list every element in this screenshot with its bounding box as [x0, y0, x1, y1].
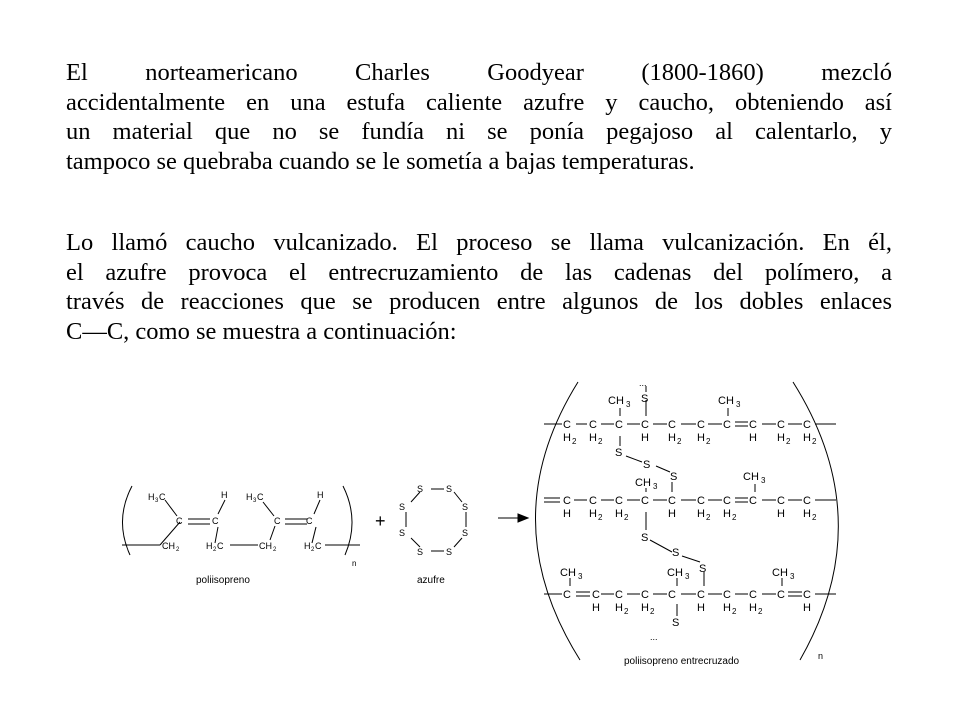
svg-text:C: C [641, 495, 649, 507]
svg-text:H: H [317, 490, 324, 500]
svg-text:2: 2 [706, 513, 711, 522]
svg-text:C: C [803, 589, 811, 601]
svg-text:H: H [304, 541, 311, 551]
svg-text:H: H [777, 508, 785, 520]
svg-text:C: C [749, 589, 757, 601]
svg-text:H: H [206, 541, 213, 551]
svg-text:H: H [563, 432, 571, 444]
svg-text:CH: CH [772, 567, 788, 579]
svg-text:C: C [723, 495, 731, 507]
svg-text:C: C [697, 589, 705, 601]
svg-text:H: H [246, 492, 253, 502]
svg-text:H: H [615, 602, 623, 614]
svg-text:C: C [212, 516, 219, 526]
svg-text:H: H [668, 508, 676, 520]
svg-text:S: S [699, 563, 707, 575]
svg-text:C: C [563, 419, 571, 431]
svg-text:S: S [670, 471, 678, 483]
svg-text:S: S [446, 484, 453, 494]
svg-text:3: 3 [761, 476, 766, 485]
svg-text:C: C [176, 516, 183, 526]
svg-text:H: H [221, 490, 228, 500]
svg-text:C: C [159, 492, 166, 502]
svg-text:H: H [563, 508, 571, 520]
svg-text:C: C [615, 589, 623, 601]
svg-text:S: S [643, 459, 651, 471]
svg-text:H: H [592, 602, 600, 614]
svg-text:H: H [749, 602, 757, 614]
svg-text:3: 3 [653, 482, 658, 491]
svg-text:CH: CH [667, 567, 683, 579]
svg-text:C: C [589, 419, 597, 431]
svg-text:CH: CH [162, 541, 175, 551]
svg-text:C: C [803, 495, 811, 507]
svg-text:2: 2 [758, 607, 763, 616]
label-azufre: azufre [417, 575, 445, 586]
svg-text:H: H [777, 432, 785, 444]
svg-text:2: 2 [572, 437, 577, 446]
intro-line-4: tampoco se quebraba cuando se le sometía a bajas temperaturas. [66, 147, 695, 175]
svg-text:3: 3 [736, 400, 741, 409]
svg-text:C: C [777, 495, 785, 507]
svg-text:CH: CH [718, 395, 734, 407]
svg-text:H: H [723, 602, 731, 614]
svg-text:3: 3 [253, 498, 257, 504]
svg-text:H: H [803, 508, 811, 520]
svg-text:C: C [697, 419, 705, 431]
svg-text:C: C [641, 419, 649, 431]
svg-text:2: 2 [176, 547, 180, 553]
product-atoms [560, 378, 817, 642]
svg-text:3: 3 [155, 498, 159, 504]
svg-text:H: H [589, 432, 597, 444]
svg-text:C: C [589, 495, 597, 507]
svg-text:C: C [615, 419, 623, 431]
svg-text:C: C [723, 419, 731, 431]
svg-text:2: 2 [311, 547, 315, 553]
svg-text:C: C [641, 589, 649, 601]
svg-text:C: C [668, 589, 676, 601]
svg-text:H: H [641, 432, 649, 444]
svg-text:C: C [723, 589, 731, 601]
svg-text:S: S [417, 484, 424, 494]
svg-text:2: 2 [624, 607, 629, 616]
svg-text:2: 2 [786, 437, 791, 446]
repeat-n-product: n [818, 651, 824, 661]
svg-text:S: S [615, 447, 623, 459]
svg-text:C: C [615, 495, 623, 507]
label-poliisopreno: poliisopreno [196, 575, 250, 586]
svg-text:C: C [274, 516, 281, 526]
svg-text:H: H [589, 508, 597, 520]
svg-text:S: S [641, 393, 649, 405]
svg-text:C: C [697, 495, 705, 507]
svg-text:C: C [777, 419, 785, 431]
svg-text:H: H [641, 602, 649, 614]
svg-text:H: H [615, 508, 623, 520]
svg-text:S: S [417, 547, 424, 557]
svg-text:H: H [803, 602, 811, 614]
svg-text:C: C [749, 419, 757, 431]
svg-text:3: 3 [626, 400, 631, 409]
svg-text:S: S [672, 617, 680, 629]
svg-text:H: H [803, 432, 811, 444]
vulc-line-4: C—C, como se muestra a continuación: [66, 317, 457, 345]
intro-line-1: El norteamericano Charles Goodyear (1800-1860) mezcló [66, 59, 892, 86]
svg-text:2: 2 [677, 437, 682, 446]
reactant-atoms [148, 484, 468, 568]
svg-text:CH: CH [743, 471, 759, 483]
svg-text:2: 2 [598, 513, 603, 522]
svg-text:H: H [668, 432, 676, 444]
svg-text:C: C [306, 516, 313, 526]
vulc-line-3: través de reacciones que se producen entre algunos de los dobles enlaces [66, 288, 892, 315]
svg-text:H: H [749, 432, 757, 444]
svg-text:H: H [723, 508, 731, 520]
svg-text:S: S [462, 528, 469, 538]
intro-line-2: accidentalmente en una estufa caliente azufre y caucho, obteniendo así [66, 88, 892, 116]
svg-text:S: S [446, 547, 453, 557]
svg-text:C: C [777, 589, 785, 601]
svg-text:CH: CH [560, 567, 576, 579]
svg-text:2: 2 [812, 513, 817, 522]
svg-text:2: 2 [650, 607, 655, 616]
svg-text:2: 2 [732, 513, 737, 522]
vulc-line-1: Lo llamó caucho vulcanizado. El proceso se llama vulcanización. En él, [66, 229, 892, 256]
svg-text:2: 2 [812, 437, 817, 446]
svg-text:C: C [592, 589, 600, 601]
svg-text:H: H [697, 432, 705, 444]
svg-text:C: C [563, 589, 571, 601]
vulc-line-2: el azufre provoca el entrecruzamiento de las cadenas del polímero, a [66, 258, 892, 286]
svg-text:2: 2 [732, 607, 737, 616]
svg-text:H: H [697, 602, 705, 614]
svg-text:S: S [672, 547, 680, 559]
svg-text:C: C [563, 495, 571, 507]
svg-text:2: 2 [273, 547, 277, 553]
svg-text:3: 3 [578, 572, 583, 581]
svg-text:...: ... [639, 378, 647, 388]
svg-text:S: S [462, 502, 469, 512]
svg-text:2: 2 [624, 513, 629, 522]
svg-text:3: 3 [790, 572, 795, 581]
svg-text:C: C [668, 495, 676, 507]
svg-text:CH: CH [635, 477, 651, 489]
svg-text:C: C [217, 541, 224, 551]
svg-text:C: C [749, 495, 757, 507]
repeat-n-reactant: n [352, 559, 357, 568]
svg-text:2: 2 [706, 437, 711, 446]
svg-text:C: C [315, 541, 322, 551]
svg-text:S: S [641, 532, 649, 544]
svg-text:2: 2 [598, 437, 603, 446]
label-poliisopreno-entrecruzado: poliisopreno entrecruzado [624, 656, 740, 667]
svg-text:C: C [668, 419, 676, 431]
svg-text:2: 2 [213, 547, 217, 553]
svg-text:3: 3 [685, 572, 690, 581]
svg-text:S: S [399, 502, 406, 512]
svg-text:S: S [399, 528, 406, 538]
svg-text:C: C [803, 419, 811, 431]
svg-text:...: ... [650, 632, 658, 642]
svg-text:CH: CH [608, 395, 624, 407]
intro-line-3: un material que no se fundía ni se ponía pegajoso al calentarlo, y [66, 118, 892, 145]
plus-sign: + [375, 511, 386, 531]
svg-text:H: H [697, 508, 705, 520]
svg-text:C: C [257, 492, 264, 502]
svg-text:H: H [148, 492, 155, 502]
svg-text:CH: CH [259, 541, 272, 551]
